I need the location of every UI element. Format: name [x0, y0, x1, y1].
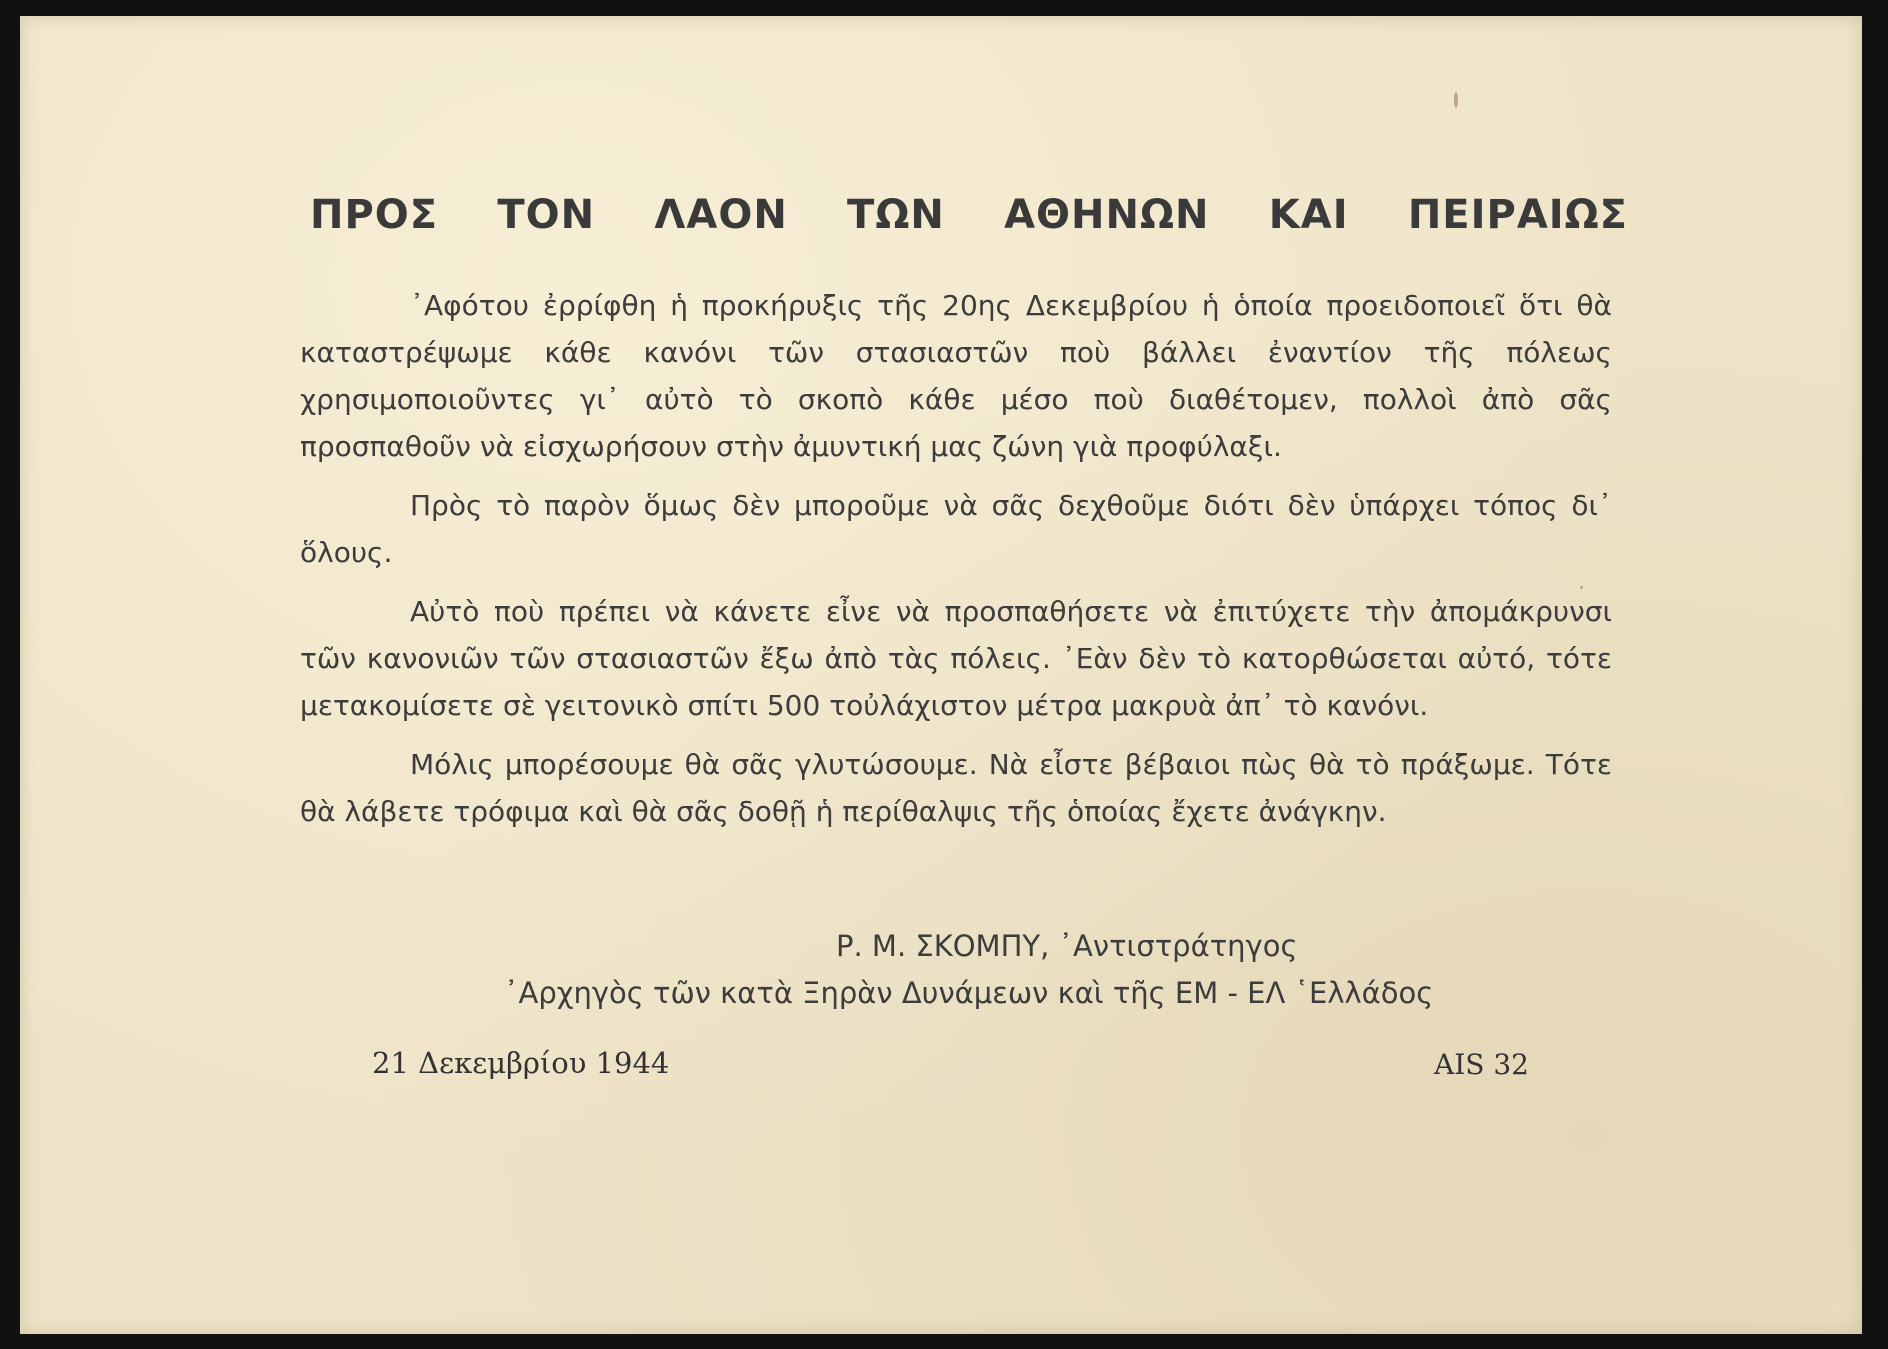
paragraph-4: Μόλις μπορέσουμε θὰ σᾶς γλυτώσουμε. Νὰ εἶστε βέβαιοι πὼς θὰ τὸ πράξωμε. Τότε θὰ λάβετε τρόφιμα καὶ θὰ σᾶς δοθῇ ἡ περίθαλψις τῆς ὁποίας ἔχετε ἀνάγκην.	[300, 748, 1612, 828]
paper-speck	[1580, 586, 1583, 589]
paragraph-2: Πρὸς τὸ παρὸν ὅμως δὲν μποροῦμε νὰ σᾶς δεχθοῦμε διότι δὲν ὑπάρχει τόπος δι᾿ ὅλους.	[300, 489, 1612, 569]
signature-name: Ρ. Μ. ΣΚΟΜΠΥ, ᾿Αντιστράτηγος	[836, 929, 1298, 963]
issue-date: 21 Δεκεμβρίου 1944	[372, 1046, 670, 1080]
leaflet-body	[300, 282, 1612, 847]
leaflet-sheet	[20, 16, 1862, 1334]
paragraph-1: ᾿Αφότου ἐρρίφθη ἡ προκήρυξις τῆς 20ης Δεκεμβρίου ἡ ὁποία προειδοποιεῖ ὅτι θὰ καταστρέψωμε κάθε κανόνι τῶν στασιαστῶν ποὺ βάλλει ἐναντίον τῆς πόλεως χρησιμοποιοῦντες γι᾿ αὐτὸ τὸ σκοπὸ κάθε μέσο ποὺ διαθέτομεν, πολλοὶ ἀπὸ σᾶς προσπαθοῦν νὰ εἰσχωρήσουν στὴν ἀμυντική μας ζώνη γιὰ προφύλαξι.	[300, 289, 1612, 463]
paper-speck	[1454, 92, 1458, 108]
leaflet-code: AIS 32	[1434, 1048, 1529, 1081]
signature-title: ᾿Αρχηγὸς τῶν κατὰ Ξηρὰν Δυνάμεων καὶ τῆς ΕΜ - ΕΛ ῾Ελλάδος	[504, 976, 1434, 1010]
leaflet-heading: ΠΡΟΣ ΤΟΝ ΛΑΟΝ ΤΩΝ ΑΘΗΝΩΝ ΚΑΙ ΠΕΙΡΑΙΩΣ	[310, 192, 1628, 238]
paragraph-3: Αὐτὸ ποὺ πρέπει νὰ κάνετε εἶνε νὰ προσπαθήσετε νὰ ἐπιτύχετε τὴν ἀπομάκρυνσι τῶν κανονιῶν τῶν στασιαστῶν ἔξω ἀπὸ τὰς πόλεις. ᾿Εὰν δὲν τὸ κατορθώσεται αὐτό, τότε μετακομίσετε σὲ γειτονικὸ σπίτι 500 τοὐλάχιστον μέτρα μακρυὰ ἀπ᾿ τὸ κανόνι.	[300, 595, 1612, 722]
